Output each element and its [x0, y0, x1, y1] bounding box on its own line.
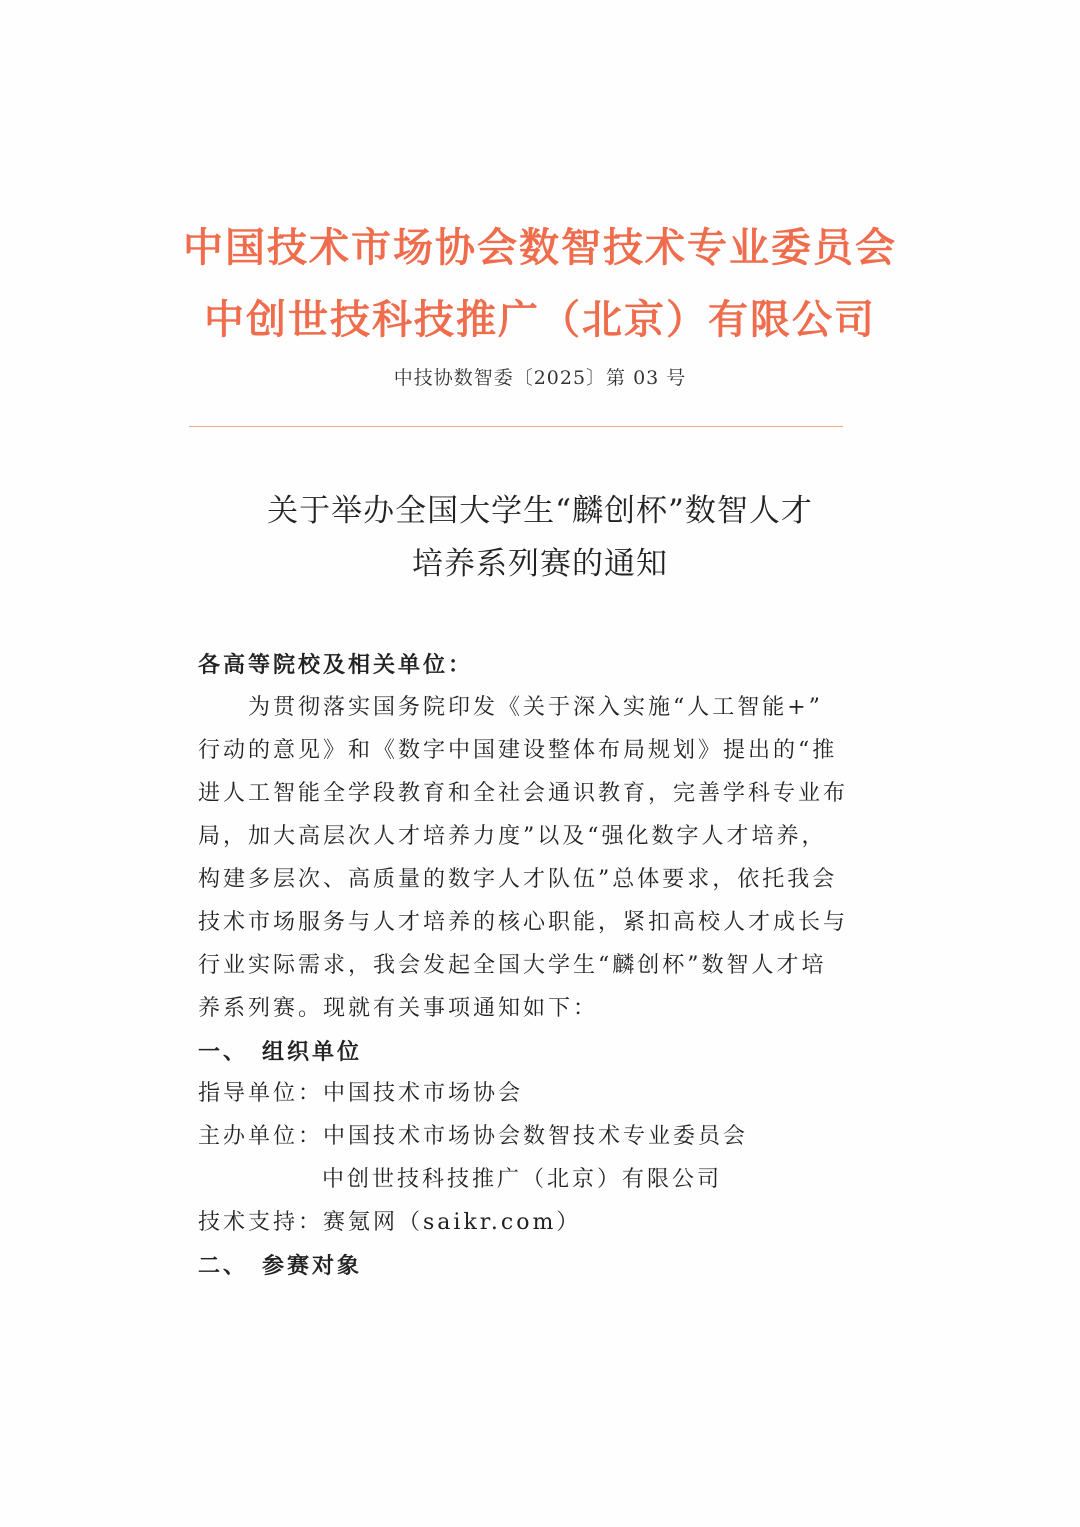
document-number: 中技协数智委〔2025〕第 03 号: [393, 367, 687, 389]
host-unit-value: 中国技术市场协会数智技术专业委员会: [323, 1124, 749, 1149]
document-title-line-2: 培养系列赛的通知: [412, 546, 668, 582]
host-unit-row: [198, 1120, 848, 1154]
paragraph-line: 养系列赛。现就有关事项通知如下：: [198, 996, 599, 1021]
document-title-line-1: 关于举办全国大学生“麟创杯”数智人才: [267, 493, 813, 529]
host-unit-value-2: 中创世技科技推广（北京）有限公司: [322, 1167, 723, 1192]
guide-unit-row: [198, 1077, 848, 1111]
guide-unit-label: 指导单位：: [198, 1081, 324, 1106]
header-divider: [189, 426, 843, 427]
paragraph-line: 构建多层次、高质量的数字人才队伍”总体要求，依托我会: [198, 867, 838, 892]
issuer-name-2: 中创世技科技推广（北京）有限公司: [204, 297, 876, 343]
paragraph-line: 为贯彻落实国务院印发《关于深入实施“人工智能+”: [248, 695, 823, 720]
paragraph-line: 技术市场服务与人才培养的核心职能，紧扣高校人才成长与: [198, 910, 849, 935]
salutation: 各高等院校及相关单位：: [198, 652, 474, 678]
tech-support-label: 技术支持：: [198, 1210, 324, 1235]
tech-support-row: [198, 1206, 848, 1240]
section-title: 组织单位: [262, 1039, 363, 1065]
guide-unit-value: 中国技术市场协会: [323, 1081, 524, 1106]
paragraph-line: 行业实际需求，我会发起全国大学生“麟创杯”数智人才培: [198, 953, 827, 978]
section-heading-2: [198, 1249, 848, 1283]
tech-support-value: 赛氪网（saikr.com）: [323, 1210, 582, 1235]
paragraph-line: 局，加大高层次人才培养力度”以及“强化数字人才培养，: [198, 824, 827, 849]
section-title: 参赛对象: [262, 1253, 363, 1279]
host-unit-label: 主办单位：: [198, 1124, 324, 1149]
section-number: 二、: [198, 1253, 249, 1279]
paragraph-line: 进人工智能全学段教育和全社会通识教育，完善学科专业布: [198, 781, 849, 806]
issuer-name-1: 中国技术市场协会数智技术专业委员会: [183, 225, 897, 271]
section-number: 一、: [198, 1039, 249, 1065]
paragraph-line: 行动的意见》和《数字中国建设整体布局规划》提出的“推: [198, 738, 838, 763]
section-heading-1: [198, 1035, 848, 1069]
